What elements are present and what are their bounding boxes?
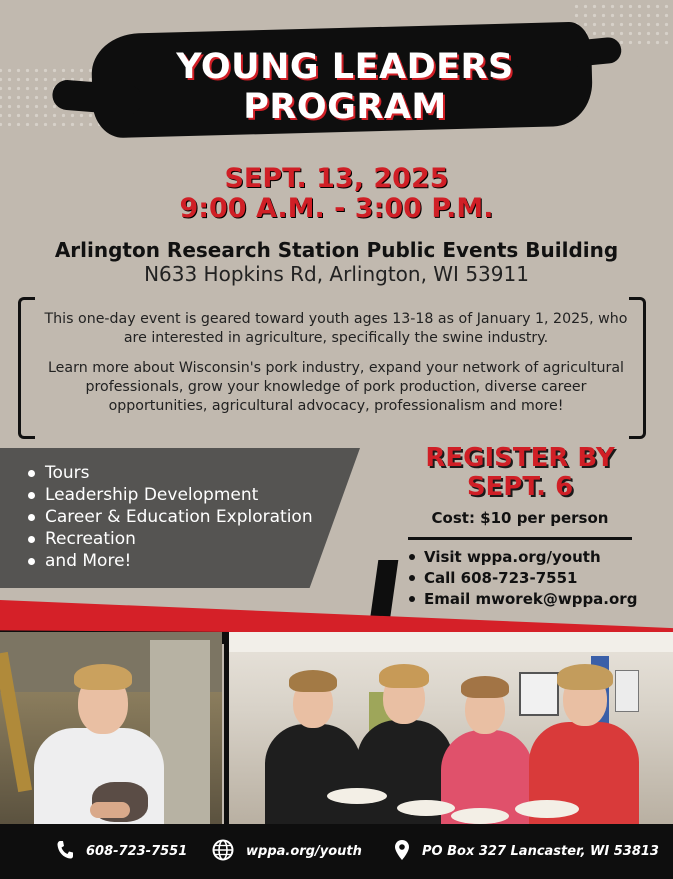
- location-pin-icon: [394, 839, 410, 865]
- register-line-1: REGISTER BY: [425, 443, 615, 473]
- feature-item: and More!: [26, 550, 313, 572]
- footer-address-label: PO Box 327 Lancaster, WI 53813: [422, 844, 659, 859]
- photo-youth-with-piglet: [0, 632, 222, 824]
- contact-email[interactable]: Email mworek@wppa.org: [408, 589, 637, 610]
- description-paragraph-2: Learn more about Wisconsin's pork industry, expand your network of agricultural professionals, grow your knowledge of pork production, diverse career opportunities, agricultural advocacy, professionalism and more!: [48, 360, 624, 414]
- title-line-1: YOUNG LEADERS: [176, 47, 514, 87]
- feature-item: Leadership Development: [26, 484, 313, 506]
- feature-item: Career & Education Exploration: [26, 506, 313, 528]
- divider-rule: [408, 537, 632, 540]
- footer-website-label: wppa.org/youth: [246, 844, 362, 859]
- footer-address: [394, 824, 659, 879]
- registration-contact-list: [408, 547, 637, 610]
- contact-website[interactable]: Visit wppa.org/youth: [408, 547, 637, 568]
- contact-phone[interactable]: Call 608-723-7551: [408, 568, 637, 589]
- event-venue: Arlington Research Station Public Events Building: [54, 238, 619, 262]
- photo-group-with-food: [229, 632, 673, 824]
- event-date: SEPT. 13, 2025: [224, 163, 449, 194]
- footer-website[interactable]: [212, 824, 362, 879]
- cost-label: Cost: $10 per person: [431, 509, 609, 527]
- left-bracket: [18, 297, 35, 439]
- event-address: N633 Hopkins Rd, Arlington, WI 53911: [144, 262, 529, 286]
- description-paragraph-1: This one-day event is geared toward youth ages 13-18 as of January 1, 2025, who are interested in agriculture, specifically the swine industry.: [44, 311, 628, 346]
- register-line-2: SEPT. 6: [466, 472, 574, 502]
- title-line-2: PROGRAM: [243, 87, 447, 127]
- event-time: 9:00 A.M. - 3:00 P.M.: [179, 193, 494, 224]
- page-title: [100, 47, 590, 127]
- globe-icon: [212, 839, 234, 865]
- register-heading: [405, 444, 635, 502]
- footer-phone-label: 608-723-7551: [86, 844, 188, 859]
- feature-item: Tours: [26, 462, 313, 484]
- feature-item: Recreation: [26, 528, 313, 550]
- footer-phone[interactable]: [56, 824, 187, 879]
- footer-bar: [0, 824, 673, 879]
- features-list: [26, 462, 313, 572]
- phone-icon: [56, 840, 74, 864]
